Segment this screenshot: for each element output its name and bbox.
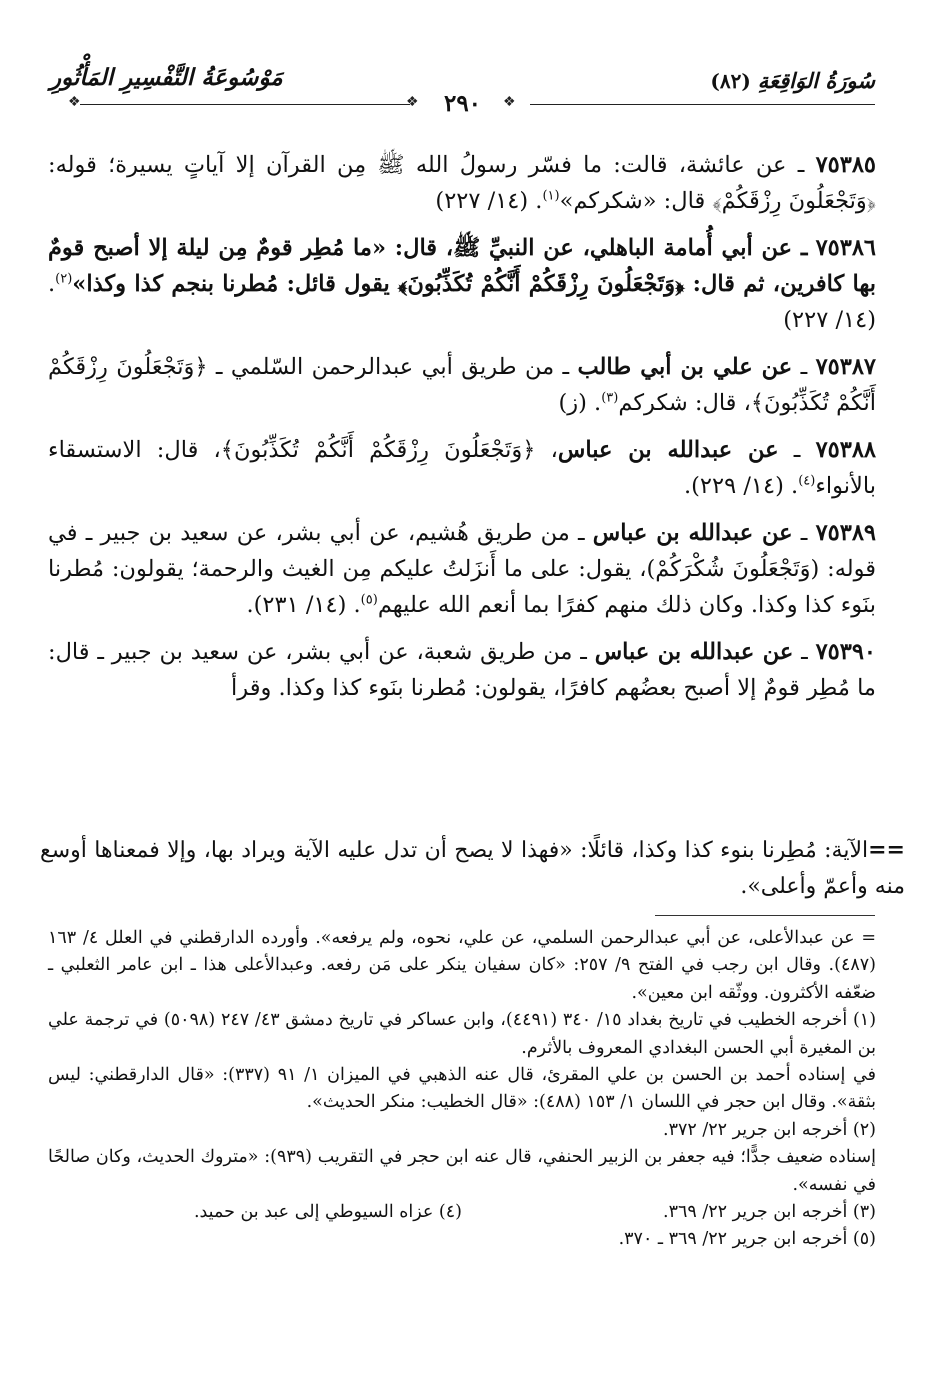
footnote-divider	[655, 915, 875, 916]
running-header	[50, 62, 875, 132]
surah-heading	[710, 68, 875, 93]
narration-75386	[48, 230, 876, 338]
header-rule-right	[530, 104, 875, 105]
narration-75388: ٧٥٣٨٨ ـ عن عبدالله بن عباس، ﴿وَتَجْعَلُونَ رِزْقَكُمْ أَنَّكُمْ تُكَذِّبُونَ﴾، قال: الاستسقاء بالأنواء$^{(٤)}$. (١٤/ ٢٢٩).	[48, 437, 877, 499]
footnotes	[48, 925, 876, 1254]
footnote: (٣) أخرجه ابن جرير ٢٢/ ٣٦٩.	[663, 1202, 876, 1223]
surah-name: سُورَةُ الوَاقِعَةِ	[757, 68, 875, 93]
narration-text: ، ﴿وَتَجْعَلُونَ رِزْقَكُمْ أَنَّكُمْ تُكَذِّبُونَ﴾، قال: الاستسقاء بالأنواء	[48, 437, 876, 499]
narration-number: ٧٥٣٨٧	[815, 354, 876, 380]
ornament-icon: ❖	[503, 94, 516, 110]
narrator-name: عن عبدالله بن عباس	[594, 639, 794, 665]
narration-text: ـ من طريق أبي عبدالرحمن السّلمي ـ ﴿وَتَجْعَلُونَ رِزْقَكُمْ أَنَّكُمْ تُكَذِّبُونَ﴾، قال: شكركم	[48, 354, 876, 416]
footnote-ref: (٣)	[601, 390, 619, 406]
source-ref: . (١٤/ ٢٢٧)	[48, 271, 876, 333]
footnote-ref: (٢)	[55, 271, 73, 287]
source-ref: . (١٤/ ٢٣١).	[246, 592, 361, 618]
narration-75387: ٧٥٣٨٧ ـ عن علي بن أبي طالب ـ من طريق أبي عبدالرحمن السّلمي ـ ﴿وَتَجْعَلُونَ رِزْقَكُمْ أَنَّكُمْ تُكَذِّبُونَ﴾، قال: شكركم$^{(٣)}$. (ز)	[48, 354, 876, 416]
narrator-name: عن عبدالله بن عباس	[557, 437, 779, 463]
ornament-icon: ❖	[68, 94, 81, 110]
footnote: (٢) أخرجه ابن جرير ٢٢/ ٣٧٢.	[663, 1119, 876, 1140]
narration-text: ـ عن أبي أُمامة الباهلي، عن النبيِّ ﷺ، قال: «ما مُطِر قومٌ مِن ليلة إلا أصبح قومٌ بها كافرين، ثم قال: ﴿وَتَجْعَلُونَ رِزْقَكُمْ أَنَّكُمْ تُكَذِّبُونَ﴾ يقول قائل: مُطرنا بنجم كذا وكذا»	[48, 235, 876, 297]
footnote-row	[48, 1199, 876, 1226]
footnote: (١) أخرجه الخطيب في تاريخ بغداد ١٥/ ٣٤٠ (٤٤٩١)، وابن عساكر في تاريخ دمشق ٤٣/ ٢٤٧ (٥٠٩٨) في ترجمة علي بن المغيرة أبي الحسن البغدادي المعروف بالأثرم.	[48, 1010, 877, 1058]
narrator-name: عن علي بن أبي طالب	[577, 354, 793, 380]
narration-75389: ٧٥٣٨٩ ـ عن عبدالله بن عباس ـ من طريق هُشيم، عن أبي بشر، عن سعيد بن جبير ـ في قوله: (وَتَجْعَلُونَ شُكْرَكُمْ)، يقول: على ما أَنزَلتُ عليكم مِن الغيث والرحمة؛ يقولون: مُطرنا بنَوء كذا وكذا. وكان ذلك منهم كفرًا بما أنعم الله عليهم$^{(٥)}$. (١٤/ ٢٣١).	[48, 520, 876, 618]
narration-text: ـ من طريق شعبة، عن أبي بشر، عن سعيد بن جبير ـ قال: ما مُطِر قومٌ إلا أصبح بعضُهم كافرًا، يقولون: مُطرنا بنَوء كذا وكذا. وقرأ	[48, 639, 876, 701]
footnote-ref: (٤)	[798, 473, 816, 489]
narration-number: ٧٥٣٨٨	[815, 437, 877, 463]
footnote-ref: (٥)	[360, 592, 378, 608]
narration-75390: ٧٥٣٩٠ ـ عن عبدالله بن عباس ـ من طريق شعبة، عن أبي بشر، عن سعيد بن جبير ـ قال: ما مُطِر قومٌ إلا أصبح بعضُهم كافرًا، يقولون: مُطرنا بنَوء كذا وكذا. وقرأ	[48, 639, 877, 701]
header-rule-left	[80, 104, 410, 105]
page-number: ٢٩٠	[443, 90, 482, 117]
source-ref: . (١٤/ ٢٢٩).	[683, 473, 799, 499]
source-ref: . (١٤/ ٢٢٧)	[435, 188, 543, 214]
narration-number: ٧٥٣٨٦	[815, 235, 876, 261]
footnote-ref: (١)	[542, 188, 560, 204]
main-text	[48, 147, 876, 717]
commentary-continuation	[40, 832, 905, 905]
continuation-mark: ==	[868, 837, 905, 863]
source-ref: . (ز)	[558, 390, 602, 416]
ayah-number: (٨٢)	[710, 69, 751, 93]
footnote: = عن عبدالأعلى، عن أبي عبدالرحمن السلمي، عن علي، نحوه، ولم يرفعه». وأورده الدارقطني في العلل ٤/ ١٦٣ (٤٨٧). وقال ابن رجب في الفتح ٩/ ٢٥٧: «كان سفيان ينكر على مَن رفعه. وعبدالأعلى هذا ـ ابن عامر الثعلبي ـ ضعّفه الأكثرون. ووثّقه ابن معين».	[48, 928, 876, 1003]
footnote: في إسناده أحمد بن الحسن بن علي المقرئ، قال عنه الذهبي في الميزان ١/ ٩١ (٣٣٧): «قال الدارقطني: ليس بثقة». وقال ابن حجر في اللسان ١/ ١٥٣ (٤٨٨): «قال الخطيب: منكر الحديث».	[48, 1065, 876, 1113]
footnote: (٤) عزاه السيوطي إلى عبد بن حميد.	[193, 1202, 462, 1223]
ornament-icon: ❖	[406, 94, 419, 110]
narration-text: ـ عن عائشة، قالت: ما فسّر رسولُ الله ﷺ مِن القرآن إلا آياتٍ يسيرة؛ قوله: ﴿وَتَجْعَلُونَ رِزْقَكُمْ﴾ قال: «شكركم»	[48, 152, 876, 214]
narrator-name: عن عبدالله بن عباس	[592, 520, 793, 546]
narration-text: ـ من طريق هُشيم، عن أبي بشر، عن سعيد بن جبير ـ في قوله: (وَتَجْعَلُونَ شُكْرَكُمْ)، يقول: على ما أَنزَلتُ عليكم مِن الغيث والرحمة؛ يقولون: مُطرنا بنَوء كذا وكذا. وكان ذلك منهم كفرًا بما أنعم الله عليهم	[48, 520, 876, 618]
narration-75385	[48, 147, 876, 219]
footnote: إسناده ضعيف جدًّا؛ فيه جعفر بن الزبير الحنفي، قال عنه ابن حجر في التقريب (٩٣٩): «متروك الحديث، وكان صالحًا في نفسه».	[48, 1147, 876, 1195]
footnote: (٥) أخرجه ابن جرير ٢٢/ ٣٦٩ ـ ٣٧٠.	[618, 1229, 876, 1250]
book-title: مَوْسُوعَةُ التَّفْسِيرِ المَأْثُورِ	[50, 64, 283, 91]
narration-number: ٧٥٣٨٩	[815, 520, 876, 546]
narration-number: ٧٥٣٩٠	[815, 639, 877, 665]
narration-number: ٧٥٣٨٥	[815, 152, 877, 178]
continuation-text: الآية: مُطِرنا بنوء كذا وكذا، قائلًا: «فهذا لا يصح أن تدل عليه الآية ويراد بها، وإلا فمعناها أوسع منه وأعمّ وأعلى».	[40, 838, 905, 899]
